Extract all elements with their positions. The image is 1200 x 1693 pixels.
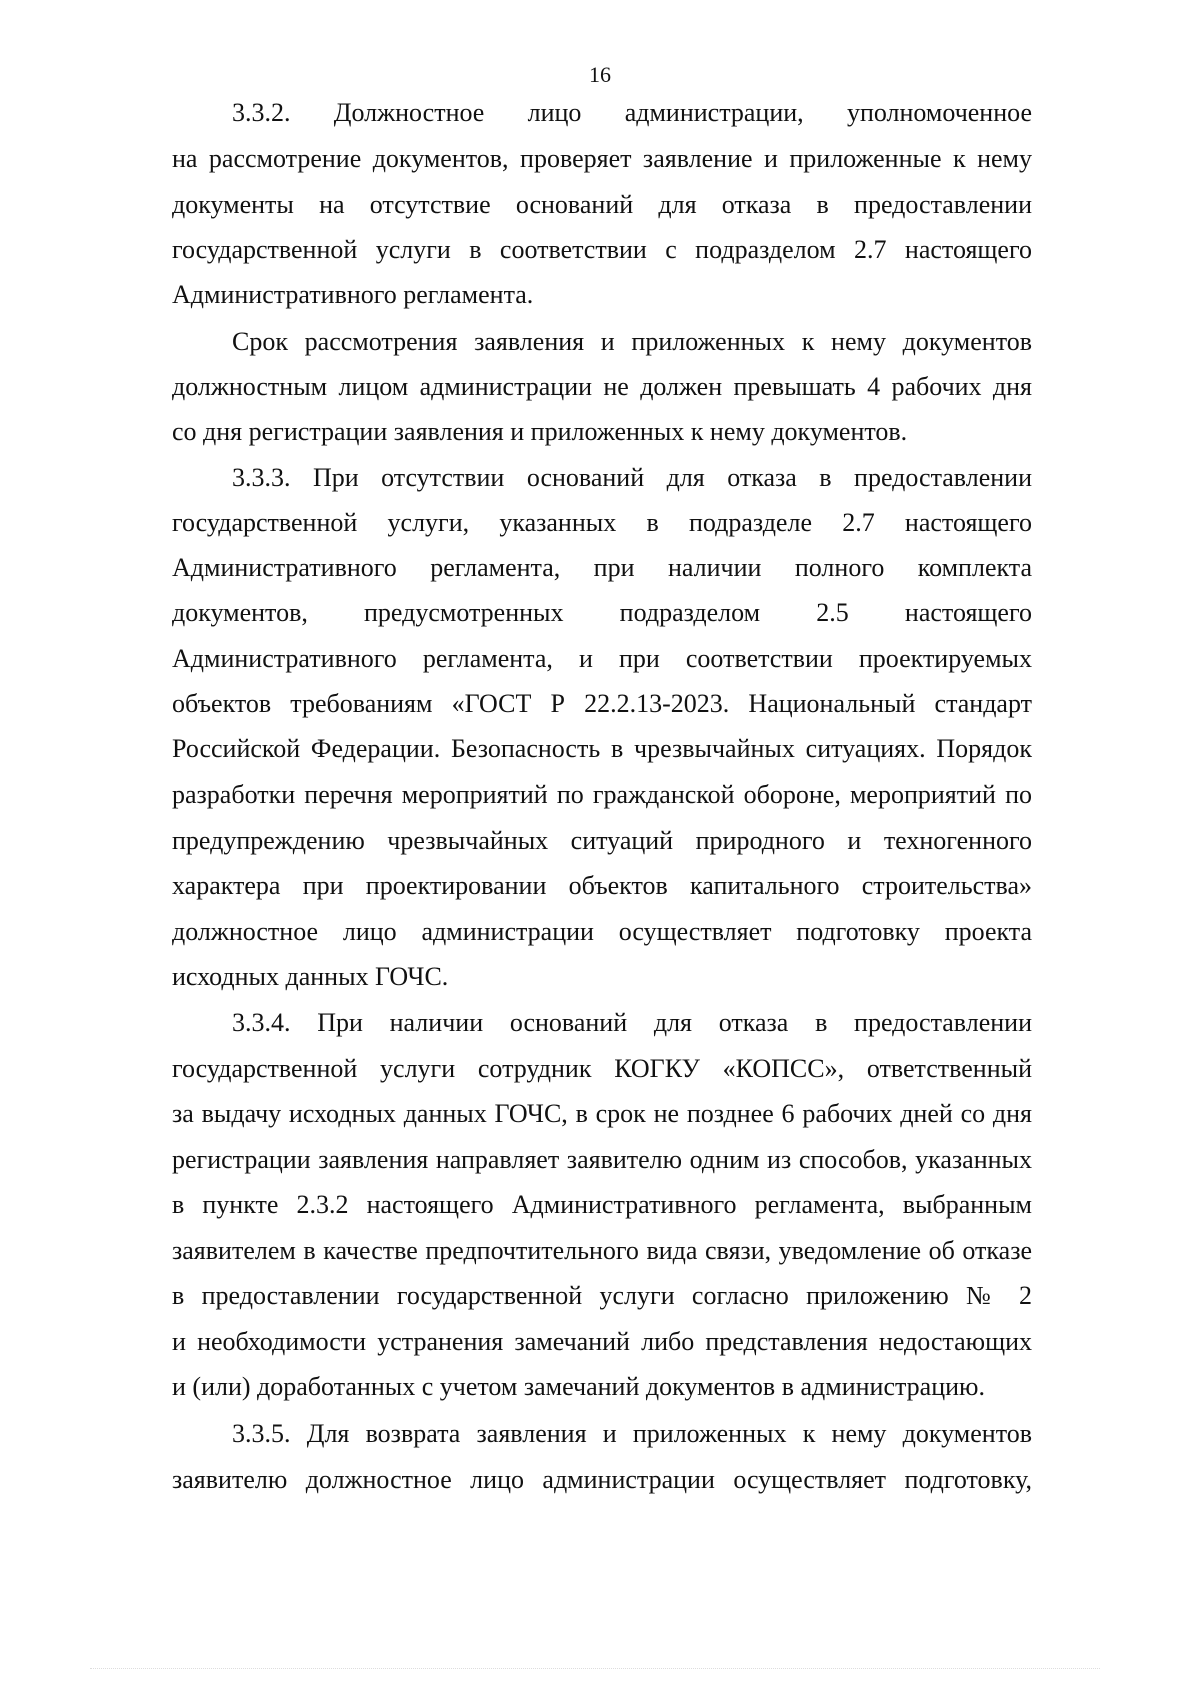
text-line: Административного регламента. [172,280,534,309]
text-line: Срок рассмотрения заявления и приложенных к нему документов [232,327,1032,356]
page-number: 16 [589,62,611,87]
text-line: заявителем в качестве предпочтительного вида связи, уведомление об отказе [172,1236,1032,1265]
text-line: характера при проектировании объектов капитального строительства» [172,871,1032,900]
text-line: регистрации заявления направляет заявителю одним из способов, указанных [172,1145,1032,1174]
text-line: должностным лицом администрации не должен превышать 4 рабочих дня [172,372,1032,401]
text-line: исходных данных ГОЧС. [172,962,449,991]
text-line: 3.3.3. При отсутствии оснований для отказа в предоставлении [232,463,1032,492]
text-line: в пункте 2.3.2 настоящего Административного регламента, выбранным [172,1190,1032,1219]
scan-artifact-divider [90,1668,1100,1671]
text-line: 3.3.2. Должностное лицо администрации, уполномоченное [232,98,1032,127]
text-line: Административного регламента, при наличии полного комплекта [172,553,1032,582]
text-line: заявителю должностное лицо администрации осуществляет подготовку, [172,1465,1032,1494]
text-line: документов, предусмотренных подразделом 2.5 настоящего [172,598,1032,627]
text-line: документы на отсутствие оснований для отказа в предоставлении [172,190,1032,219]
text-line: за выдачу исходных данных ГОЧС, в срок не позднее 6 рабочих дней со дня [172,1099,1032,1128]
text-line: 3.3.5. Для возврата заявления и приложенных к нему документов [232,1419,1032,1448]
text-line: в предоставлении государственной услуги согласно приложению № 2 [172,1281,1032,1310]
text-line: объектов требованиям «ГОСТ Р 22.2.13-2023. Национальный стандарт [172,689,1032,718]
text-line: Российской Федерации. Безопасность в чрезвычайных ситуациях. Порядок [172,734,1032,763]
text-line: со дня регистрации заявления и приложенных к нему документов. [172,417,908,446]
text-line: государственной услуги в соответствии с подразделом 2.7 настоящего [172,235,1032,264]
text-line: государственной услуги, указанных в подразделе 2.7 настоящего [172,508,1032,537]
text-line: Административного регламента, и при соответствии проектируемых [172,644,1032,673]
text-line: должностное лицо администрации осуществляет подготовку проекта [172,917,1032,946]
text-line: и (или) доработанных с учетом замечаний документов в администрацию. [172,1372,985,1401]
text-line: 3.3.4. При наличии оснований для отказа в предоставлении [232,1008,1032,1037]
text-line: и необходимости устранения замечаний либо представления недостающих [172,1327,1032,1356]
text-line: государственной услуги сотрудник КОГКУ «КОПСС», ответственный [172,1054,1032,1083]
text-line: предупреждению чрезвычайных ситуаций природного и техногенного [172,826,1032,855]
text-line: на рассмотрение документов, проверяет заявление и приложенные к нему [172,144,1032,173]
text-line: разработки перечня мероприятий по гражданской обороне, мероприятий по [172,780,1032,809]
